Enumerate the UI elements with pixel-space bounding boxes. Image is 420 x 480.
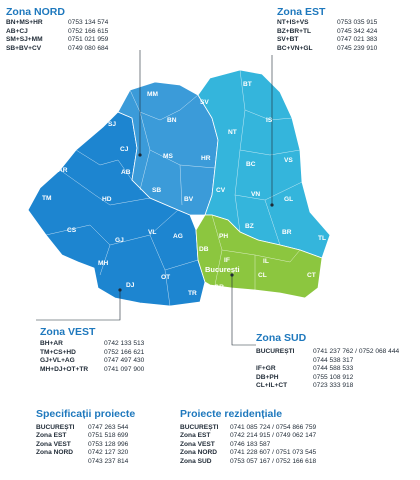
rezidentiale-table — [180, 424, 316, 466]
county-ar: AR — [58, 167, 68, 174]
contact-row: BUCUREȘTI 0741 085 724 / 0754 866 759 — [180, 424, 317, 431]
contact-row: Zona EST 0751 518 699 — [36, 432, 129, 440]
contact-row: 0744 538 317 — [313, 356, 354, 364]
contact-row: DB+PH 0755 108 912 — [256, 373, 354, 381]
contact-row: BH+AR 0742 133 513 — [40, 340, 145, 347]
contact-row: BN+MS+HR 0753 134 574 — [6, 19, 109, 26]
county-bc: BC — [246, 161, 256, 168]
contact-row: Zona NORD 0741 228 607 / 0751 073 545 — [180, 449, 317, 457]
county-cl: CL — [258, 272, 267, 279]
contact-row: SV+BT 0747 021 383 — [277, 36, 378, 44]
zone-sud-contacts — [256, 348, 399, 391]
county-tr: TR — [188, 290, 197, 297]
rezidentiale-title: Proiecte rezidențiale — [180, 408, 283, 420]
contact-row: BUCUREȘTI 0747 263 544 — [36, 424, 129, 431]
county-ct: CT — [307, 272, 316, 279]
county-gr: GR — [214, 284, 224, 291]
zone-nord-title: Zona NORD — [6, 6, 65, 18]
county-bucuresti: București — [205, 265, 240, 274]
contact-row: MH+DJ+OT+TR 0741 097 900 — [40, 365, 145, 373]
contact-row: TM+CS+HD 0752 166 621 — [40, 348, 145, 356]
county-mm: MM — [147, 91, 158, 98]
contact-row: Zona VEST 0753 128 996 — [36, 440, 129, 448]
contact-row: Zona VEST 0746 183 587 — [180, 440, 271, 448]
contact-row: Zona EST 0742 214 915 / 0749 062 147 — [180, 432, 317, 440]
contact-row: BUCUREȘTI 0741 237 762 / 0752 068 444 — [256, 348, 400, 355]
county-ab: AB — [121, 169, 131, 176]
county-bv: BV — [184, 196, 194, 203]
county-cj: CJ — [120, 146, 129, 153]
contact-row: SM+SJ+MM 0751 021 959 — [6, 36, 109, 44]
county-tl: TL — [318, 235, 327, 242]
county-ms: MS — [163, 153, 173, 160]
county-dj: DJ — [126, 282, 135, 289]
county-mh: MH — [98, 260, 109, 267]
county-vs: VS — [284, 157, 293, 164]
county-db: DB — [199, 246, 209, 253]
contact-row: CL+IL+CT 0723 333 918 — [256, 382, 354, 390]
county-il: IL — [263, 258, 269, 265]
county-bz: BZ — [245, 223, 254, 230]
contact-row: BC+VN+GL 0745 239 910 — [277, 44, 378, 52]
contact-row: GJ+VL+AG 0747 497 430 — [40, 357, 145, 365]
county-sm: SM — [102, 91, 112, 98]
county-gj: GJ — [115, 237, 124, 244]
zone-vest-contacts — [40, 340, 144, 374]
county-ot: OT — [161, 274, 171, 281]
zone-sud-title: Zona SUD — [256, 332, 307, 344]
contact-row: 0743 237 814 — [88, 457, 129, 465]
county-gl: GL — [284, 196, 294, 203]
county-is: IS — [266, 117, 273, 124]
county-br: BR — [282, 229, 292, 236]
specificatii-title: Specificații proiecte — [36, 408, 136, 420]
county-sv: SV — [200, 99, 209, 106]
specificatii-table — [36, 424, 128, 466]
county-sj: SJ — [108, 121, 117, 128]
contact-row: AB+CJ 0752 166 615 — [6, 27, 109, 35]
county-cv: CV — [216, 187, 226, 194]
county-hr: HR — [201, 155, 211, 162]
county-ag: AG — [173, 233, 183, 240]
county-if: IF — [224, 257, 230, 264]
county-ph: PH — [219, 233, 229, 240]
contact-row: SB+BV+CV 0749 080 684 — [6, 44, 109, 52]
zone-vest-title: Zona VEST — [40, 326, 96, 338]
county-sb: SB — [152, 187, 162, 194]
zone-est-contacts — [277, 19, 377, 53]
contact-row: BZ+BR+TL 0745 342 424 — [277, 27, 378, 35]
county-hd: HD — [102, 196, 112, 203]
contact-row: Zona SUD 0753 057 167 / 0752 166 618 — [180, 457, 317, 465]
zone-est-title: Zona EST — [277, 6, 326, 18]
county-vl: VL — [148, 229, 157, 236]
county-bn: BN — [167, 117, 177, 124]
contact-row: NT+IS+VS 0753 035 915 — [277, 19, 378, 26]
county-bh: BH — [76, 136, 86, 143]
county-bt: BT — [243, 81, 252, 88]
county-nt: NT — [228, 129, 237, 136]
county-tm: TM — [42, 195, 52, 202]
county-cs: CS — [67, 227, 77, 234]
contact-row: IF+GR 0744 588 533 — [256, 365, 354, 373]
county-vn: VN — [251, 191, 261, 198]
contact-row: Zona NORD 0742 127 320 — [36, 449, 129, 457]
zone-nord-contacts — [6, 19, 108, 53]
